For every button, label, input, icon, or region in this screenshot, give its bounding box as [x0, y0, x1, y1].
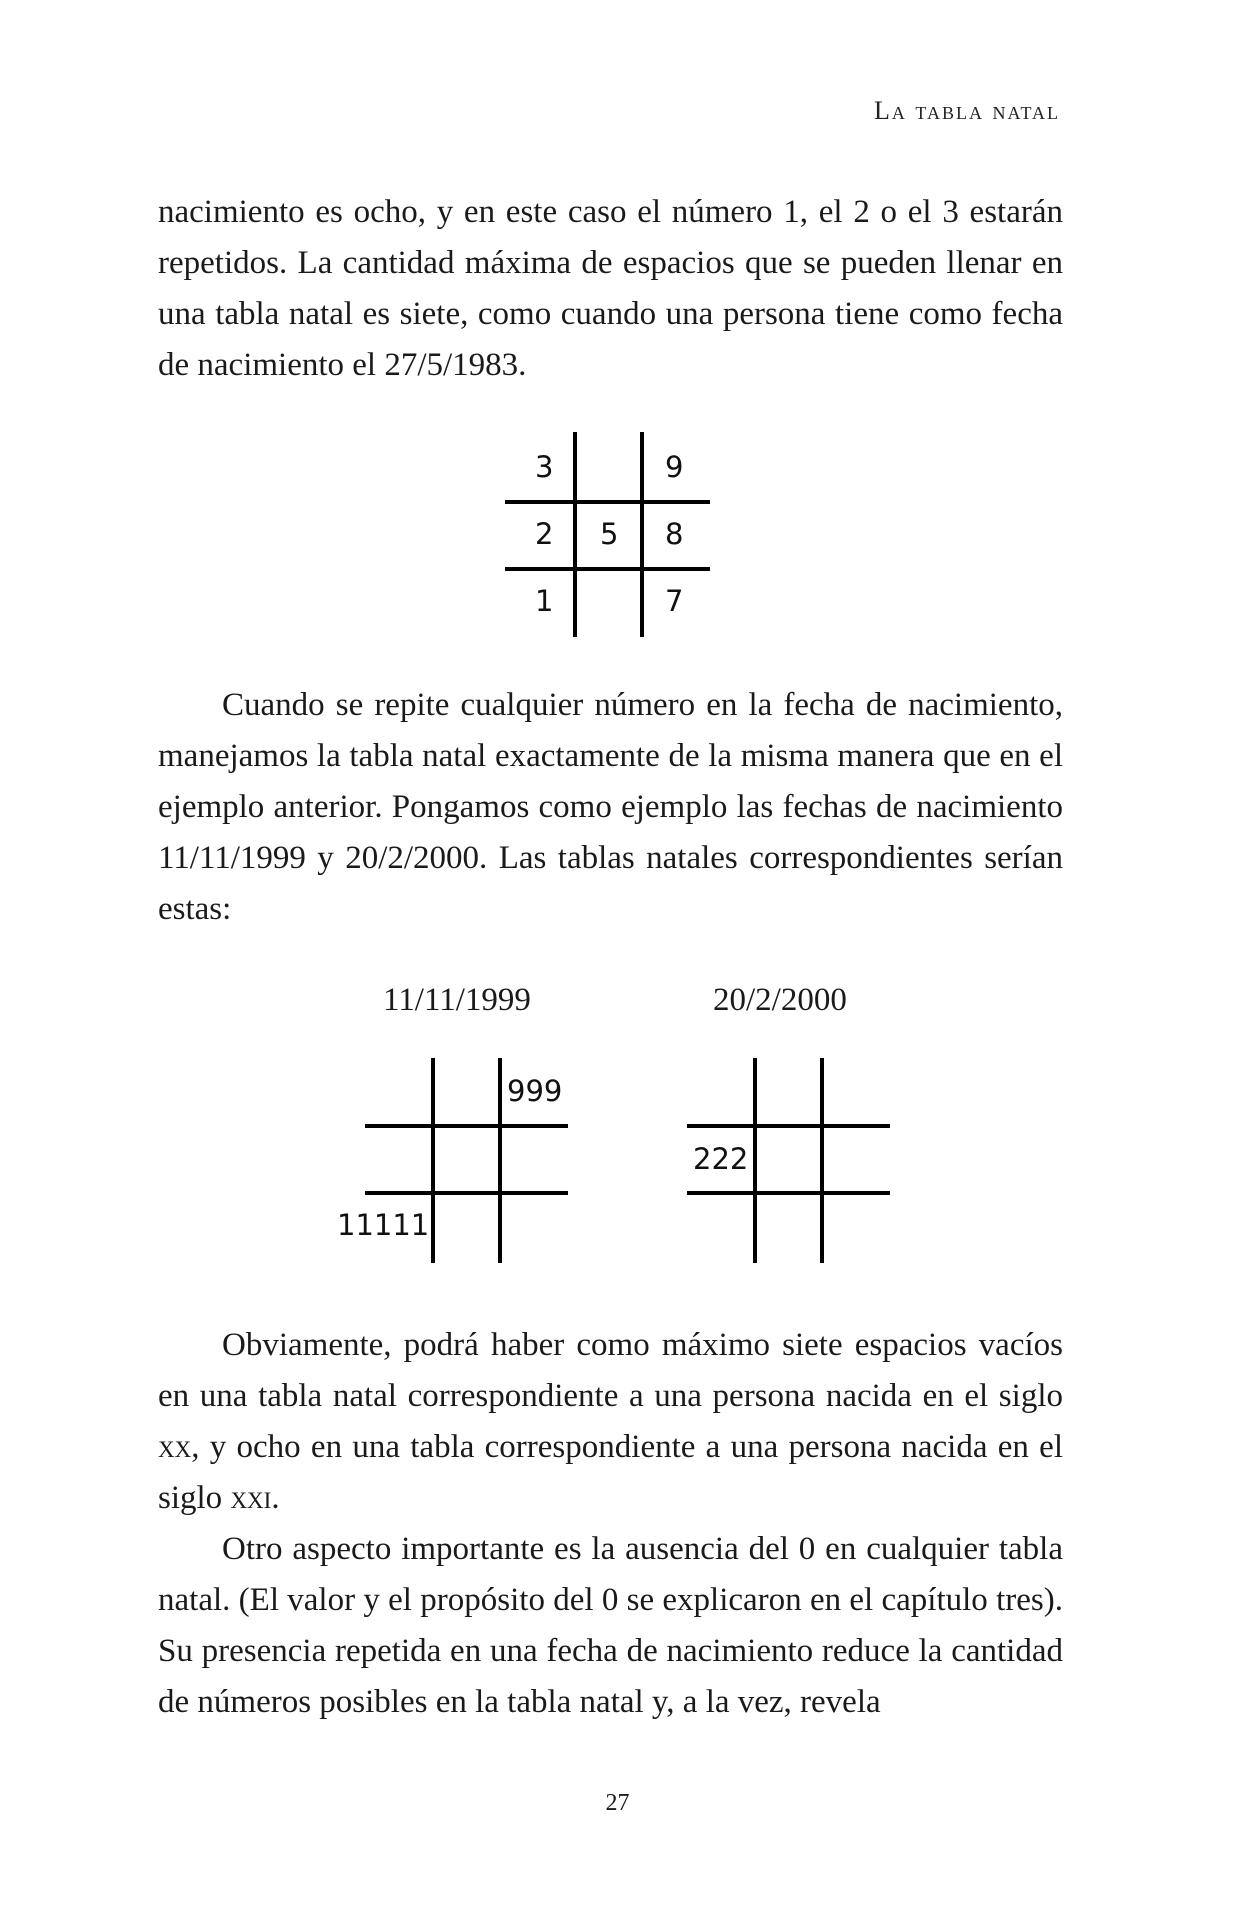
paragraph-3-part-c: .: [271, 1480, 280, 1516]
paragraph-3: [158, 1320, 1063, 1524]
page-number: 27: [605, 1790, 630, 1816]
grid-vline-left: [431, 1058, 435, 1263]
grid-hline-top: [687, 1124, 890, 1128]
natal-table-20-2-2000: [687, 1058, 892, 1263]
grid-vline-right: [640, 432, 644, 637]
cell-bot-right: 7: [665, 584, 684, 618]
cell-top-left: 3: [535, 450, 554, 484]
century-xx: xx: [158, 1429, 192, 1465]
caption-20-2-2000: 20/2/2000: [713, 982, 847, 1018]
cell-top-right: 9: [665, 450, 684, 484]
cell-top-right: 999: [507, 1074, 563, 1108]
paragraph-3-part-b: , y ocho en una tabla correspondiente a una persona nacida en el siglo: [158, 1429, 1063, 1516]
grid-hline-top: [505, 500, 710, 504]
grid-vline-left: [573, 432, 577, 637]
grid-vline-left: [753, 1058, 757, 1263]
cell-mid-left: 2: [535, 517, 554, 551]
running-header: La tabla natal: [874, 96, 1060, 125]
paragraph-2: Cuando se repite cualquier número en la fecha de nacimiento, manejamos la tabla natal exactamente de la misma manera que en el ejemplo anterior. Pongamos como ejemplo las fechas de nacimiento 11/11/1999 y 20/2/2000. Las tablas natales correspondientes serían estas:: [158, 687, 1063, 927]
paragraph-4: Otro aspecto importante es la ausencia del 0 en cualquier tabla natal. (El valor y el propósito del 0 se explicaron en el capítulo tres). Su presencia repetida en una fecha de nacimiento reduce la cantidad de números posibles en la tabla natal y, a la vez, revela: [158, 1531, 1063, 1720]
grid-hline-bottom: [365, 1191, 568, 1195]
cell-mid-center: 5: [600, 517, 619, 551]
cell-mid-left: 222: [693, 1142, 749, 1176]
cell-bot-left-11111: 11111: [337, 1208, 430, 1242]
natal-table-27-5-1983: [505, 432, 715, 637]
grid-hline-top: [365, 1124, 568, 1128]
grid-hline-bottom: [505, 567, 710, 571]
grid-vline-right: [498, 1058, 502, 1263]
cell-mid-right: 8: [665, 517, 684, 551]
paragraph-1: nacimiento es ocho, y en este caso el número 1, el 2 o el 3 estarán repetidos. La cantidad máxima de espacios que se pueden llenar en una tabla natal es siete, como cuando una persona tiene como fecha de nacimiento el 27/5/1983.: [158, 194, 1063, 383]
century-xxi: xxi: [230, 1480, 272, 1516]
cell-bot-left: 1: [535, 584, 554, 618]
grid-hline-bottom: [687, 1191, 890, 1195]
grid-vline-right: [820, 1058, 824, 1263]
paragraph-3-part-a: Obviamente, podrá haber como máximo siete espacios vacíos en una tabla natal correspondiente a una persona nacida en el siglo: [158, 1327, 1063, 1414]
caption-11-11-1999: 11/11/1999: [383, 982, 531, 1018]
